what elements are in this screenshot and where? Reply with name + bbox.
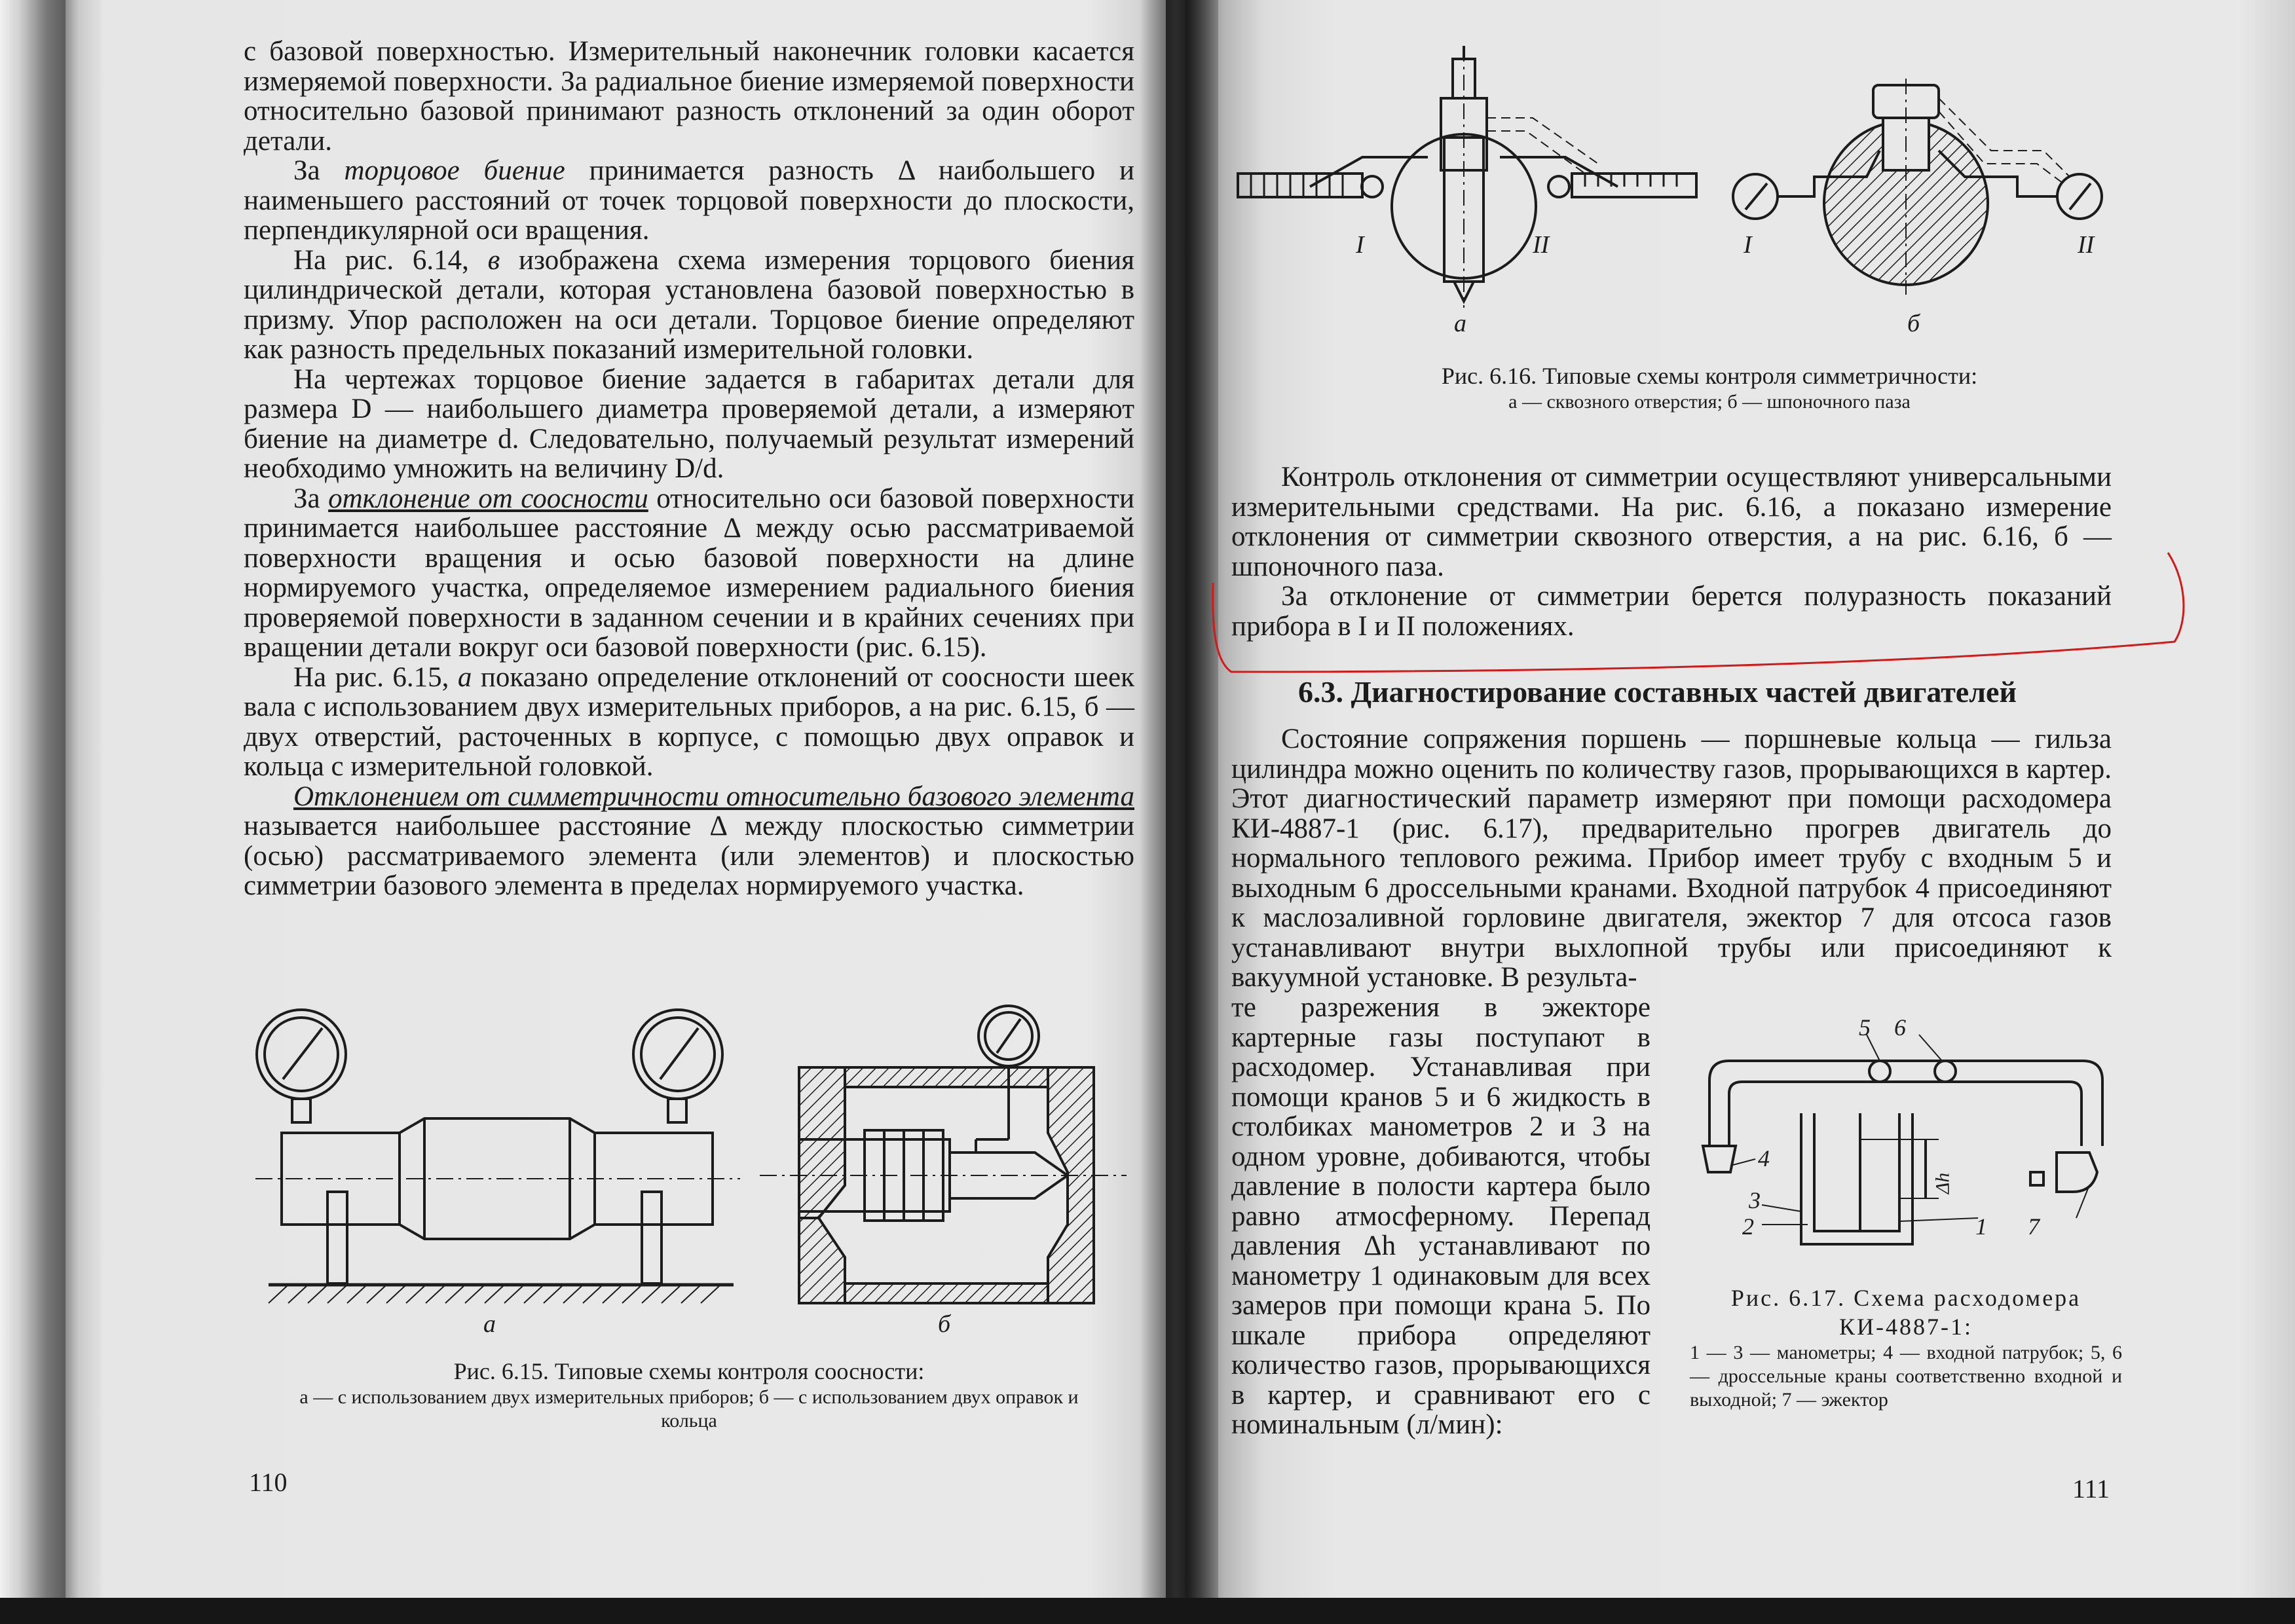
caption-subtitle: 1 — 3 — манометры; 4 — входной патрубок; 5, 6 — дроссельные краны соответственно входной и выходной; 7 — эжектор [1690, 1342, 2122, 1411]
figure-label-b: б [938, 1310, 951, 1338]
paragraph: На рис. 6.15, а показано определение отклонений от соосности шеек вала с использованием двух измерительных приборов, а на рис. 6.15, б — двух отверстий, расточенных в корпусе, с помощью двух оправок и кольца с измерительной головкой. [244, 661, 1134, 782]
section-body: Состояние сопряжения поршень — поршневые кольца — гильза цилиндра можно оценить по количеству газов, прорывающихся в картер. Этот диагностический параметр измеряют при помощи расходомера КИ-4887-1 (рис. 6.17), предварительно прогрев двигатель до нормального теплового режима. Прибор имеет трубу с входным 5 и выходным 6 дроссельными кранами. Входной патрубок 4 присоединяют к маслозаливной горловине двигателя, эжектор 7 для отсоса газов устанавливают внутри выхлопной трубы или присоединяют к вакуумной установке. В результа- [1231, 724, 2112, 993]
caption-subtitle: а — с использованием двух измерительных приборов; б — с использованием двух оправок и кольца [299, 1386, 1079, 1431]
figure-label-a: а [1454, 310, 1466, 337]
book-edge [0, 0, 65, 1598]
left-body-text [244, 37, 1134, 901]
figure-label-a: а [483, 1310, 496, 1338]
figure-6-15-b [760, 1002, 1127, 1316]
label-6: 6 [1894, 1014, 1906, 1041]
section-heading: 6.3. Диагностирование составных частей двигателей [1298, 675, 2017, 709]
label-4: 4 [1758, 1145, 1770, 1172]
paragraph: За торцовое биение принимается разность Δ наибольшего и наименьшего расстояний от точек торцовой поверхности до плоскости, перпендикулярной оси вращения. [244, 155, 1134, 246]
paragraph: На рис. 6.14, в изображена схема измерения торцового биения цилиндрической детали, которая установлена базовой поверхностью в призму. Упор расположен на оси детали. Торцовое биение определяют как разность предельных показаний измерительной головки. [244, 244, 1134, 365]
side-text: те разрежения в эжекторе картерные газы поступают в расходомер. Устанавливая при помощи кранов 5 и 6 жидкость в столбиках манометров 2 и 3 на одном уровне, добиваются, чтобы давление в полости картера было равно атмосферному. Перепад давления Δh устанавливают по манометру 1 одинаковым для всех замеров при помощи крана 5. По шкале прибора определяют количество газов, прорывающихся в картер, и сравнивают его с номинальным (л/мин): [1231, 992, 1651, 1440]
figure-6-15-a [249, 1002, 747, 1310]
position-label-I: I [1356, 231, 1364, 259]
figure-6-15-caption [244, 1357, 1134, 1433]
paragraph: На чертежах торцовое биение задается в габаритах детали для размера D — наибольшего диаметра проверяемой детали, а измеряют биение на диаметре d. Следовательно, получаемый результат измерений необходимо умножить на величину D/d. [244, 363, 1134, 484]
paragraph: Контроль отклонения от симметрии осуществляют универсальными измерительными средствами. На рис. 6.16, а показано измерение отклонения от симметрии сквозного отверстия, а на рис. 6.16, б — шпоночного паза. [1231, 462, 2112, 582]
label-1: 1 [1975, 1213, 1987, 1240]
caption-title: Рис. 6.16. Типовые схемы контроля симметричности: [1441, 363, 1978, 389]
label-5: 5 [1859, 1014, 1871, 1041]
figure-6-17-caption [1690, 1283, 2122, 1412]
paragraph: с базовой поверхностью. Измерительный наконечник головки касается измеряемой поверхности. За радиальное биение измеряемой поверхности относительно базовой принимают разность отклонений за один оборот детали. [244, 36, 1134, 157]
page-number: 110 [249, 1467, 288, 1497]
label-delta-h: Δh [1931, 1172, 1954, 1194]
position-label-II: II [2078, 231, 2095, 259]
paragraph: За отклонение от симметрии берется полуразность показаний прибора в I и II положениях. [1231, 581, 2112, 642]
position-label-II: II [1533, 231, 1550, 259]
caption-title: Рис. 6.15. Типовые схемы контроля соосности: [453, 1358, 925, 1384]
figure-6-16-b [1716, 79, 2122, 295]
scan-border [0, 1598, 2295, 1624]
figure-label-b: б [1907, 310, 1920, 337]
figure-6-17 [1690, 1022, 2122, 1270]
label-2: 2 [1742, 1213, 1754, 1240]
position-label-I: I [1744, 231, 1752, 259]
book-gutter [1140, 0, 1218, 1598]
caption-title: Рис. 6.17. Схема расходомера КИ-4887-1: [1730, 1285, 2081, 1340]
figure-6-16-caption [1231, 361, 2188, 414]
label-3: 3 [1749, 1187, 1761, 1213]
label-7: 7 [2028, 1213, 2040, 1240]
paragraph: Отклонением от симметричности относительно базового элемента называется наибольшее расстояние Δ между плоскостью симметрии (осью) рассматриваемого элемента (или элементов) и плоскостью симметрии базового элемента в пределах нормируемого участка. [244, 781, 1134, 901]
figure-6-16-a [1231, 46, 1703, 308]
page-number: 111 [2072, 1474, 2110, 1504]
caption-subtitle: а — сквозного отверстия; б — шпоночного паза [1508, 391, 1911, 413]
pen-annotation-icon [1205, 544, 2201, 688]
paragraph: За отклонение от соосности относительно оси базовой поверхности принимается наибольшее расстояние Δ между осью рассматриваемой поверхности вращения и осью базовой поверхности на длине нормируемого участка, определяемое измерением радиального биения проверяемой поверхности в заданном сечении и в крайних сечениях при вращении детали вокруг оси базовой поверхности (рис. 6.15). [244, 483, 1134, 663]
